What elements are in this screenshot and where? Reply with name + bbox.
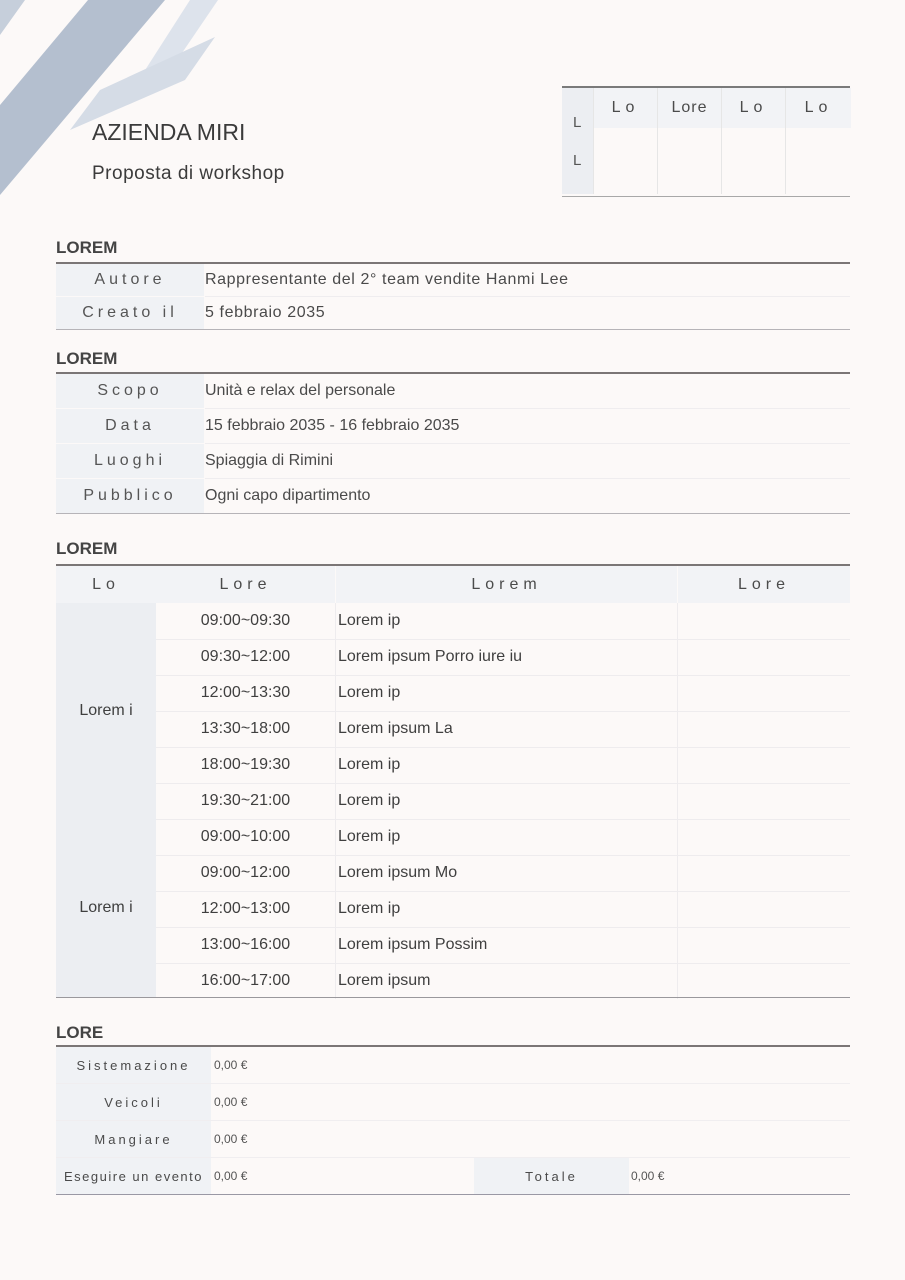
- schedule-time: 19:30~21:00: [156, 783, 336, 819]
- section-title: LOREM: [56, 539, 118, 558]
- section-title: LORE: [56, 1023, 104, 1042]
- document-subtitle: Proposta di workshop: [92, 163, 285, 184]
- budget-label: Mangiare: [56, 1121, 211, 1157]
- schedule-row: [156, 927, 850, 964]
- details-value: 15 febbraio 2035 - 16 febbraio 2035: [205, 409, 850, 444]
- details-row: [56, 409, 850, 443]
- schedule-note: [678, 639, 850, 675]
- info-value: 5 febbraio 2035: [205, 304, 326, 321]
- schedule-note: [678, 783, 850, 819]
- details-label: Pubblico: [56, 479, 204, 513]
- details-label: Data: [56, 409, 204, 443]
- info-row: [56, 297, 850, 329]
- schedule-time: 09:30~12:00: [156, 639, 336, 675]
- schedule-activity: Lorem ipsum La: [338, 711, 678, 747]
- schedule-activity: Lorem ipsum Mo: [338, 855, 678, 891]
- budget-row: [56, 1158, 850, 1194]
- section-end-rule: [56, 997, 850, 998]
- schedule-activity: Lorem ip: [338, 603, 678, 639]
- schedule-header-cell: Lore: [678, 566, 850, 603]
- schedule-note: [678, 891, 850, 927]
- schedule-time: 13:00~16:00: [156, 927, 336, 963]
- schedule-activity: Lorem ipsum Porro iure iu: [338, 639, 678, 675]
- schedule-header: [56, 566, 850, 603]
- schedule-activity: Lorem ip: [338, 675, 678, 711]
- info-value: Rappresentante del 2° team vendite Hanmi Lee: [205, 264, 850, 297]
- schedule-time: 09:00~09:30: [156, 603, 336, 639]
- schedule-row: [156, 747, 850, 784]
- info-row: [56, 264, 850, 296]
- schedule-note: [678, 675, 850, 711]
- schedule-activity: Lorem ip: [338, 783, 678, 819]
- approval-column: [593, 88, 657, 194]
- schedule-time: 16:00~17:00: [156, 963, 336, 999]
- details-row: [56, 374, 850, 408]
- approval-column: [721, 88, 785, 194]
- schedule-row: [156, 963, 850, 999]
- budget-total-label: Totale: [474, 1158, 629, 1194]
- section-end-rule: [56, 329, 850, 330]
- schedule-note: [678, 747, 850, 783]
- schedule-row: [156, 675, 850, 712]
- budget-label: Eseguire un evento: [56, 1158, 211, 1194]
- schedule-time: 09:00~10:00: [156, 819, 336, 855]
- approval-side-label: L: [573, 114, 582, 131]
- schedule-row: [156, 639, 850, 676]
- schedule-note: [678, 819, 850, 855]
- approval-side: [562, 88, 593, 194]
- approval-column: [785, 88, 851, 194]
- budget-value: 0,00 €: [214, 1132, 248, 1146]
- schedule-note: [678, 603, 850, 639]
- schedule-header-cell: Lorem: [336, 566, 677, 603]
- budget-value: 0,00 €: [214, 1169, 248, 1183]
- budget-row: [56, 1121, 850, 1158]
- schedule-note: [678, 963, 850, 999]
- details-value: Spiaggia di Rimini: [205, 444, 850, 479]
- schedule-time: 09:00~12:00: [156, 855, 336, 891]
- section-end-rule: [56, 513, 850, 514]
- schedule-time: 12:00~13:00: [156, 891, 336, 927]
- schedule-activity: Lorem ip: [338, 747, 678, 783]
- budget-value: 0,00 €: [214, 1058, 248, 1072]
- approval-column: [657, 88, 721, 194]
- budget-label: Veicoli: [56, 1084, 211, 1120]
- info-label: Autore: [56, 264, 204, 296]
- details-label: Luoghi: [56, 444, 204, 478]
- info-label: Creato il: [56, 297, 204, 329]
- schedule-note: [678, 927, 850, 963]
- details-value: Ogni capo dipartimento: [205, 487, 371, 504]
- schedule-row: [156, 855, 850, 892]
- schedule-activity: Lorem ipsum Possim: [338, 927, 678, 963]
- section-end-rule: [56, 1194, 850, 1195]
- schedule-time: 12:00~13:30: [156, 675, 336, 711]
- schedule-note: [678, 855, 850, 891]
- schedule-day-cell: Lorem i: [56, 819, 156, 997]
- schedule-activity: Lorem ipsum: [338, 963, 678, 999]
- budget-row: [56, 1047, 850, 1084]
- budget-row: [56, 1084, 850, 1121]
- schedule-row: [156, 891, 850, 928]
- approval-column-header: Lore: [658, 88, 721, 128]
- approval-column-header: Lo: [722, 88, 785, 128]
- section-title: LOREM: [56, 238, 118, 257]
- schedule-note: [678, 711, 850, 747]
- schedule-row: [156, 711, 850, 748]
- schedule-header-cell: Lore: [156, 566, 335, 603]
- details-row: [56, 444, 850, 478]
- approval-box: [562, 86, 850, 197]
- schedule-row: [156, 783, 850, 820]
- section-title: LOREM: [56, 349, 118, 368]
- schedule-row: [156, 819, 850, 856]
- details-value: Unità e relax del personale: [205, 374, 850, 409]
- schedule-row: [156, 603, 850, 640]
- schedule-header-cell: Lo: [56, 566, 156, 603]
- schedule-day-cell: Lorem i: [56, 603, 156, 819]
- details-label: Scopo: [56, 374, 204, 408]
- company-name: AZIENDA MIRI: [92, 119, 246, 145]
- approval-column-header: Lo: [594, 88, 657, 128]
- schedule-time: 13:30~18:00: [156, 711, 336, 747]
- budget-label: Sistemazione: [56, 1047, 211, 1083]
- schedule-activity: Lorem ip: [338, 819, 678, 855]
- budget-value: 0,00 €: [214, 1095, 248, 1109]
- details-row: [56, 479, 850, 513]
- schedule-time: 18:00~19:30: [156, 747, 336, 783]
- budget-total-value: 0,00 €: [631, 1169, 665, 1183]
- approval-column-header: Lo: [786, 88, 851, 128]
- approval-side-label: L: [573, 152, 582, 169]
- schedule-activity: Lorem ip: [338, 891, 678, 927]
